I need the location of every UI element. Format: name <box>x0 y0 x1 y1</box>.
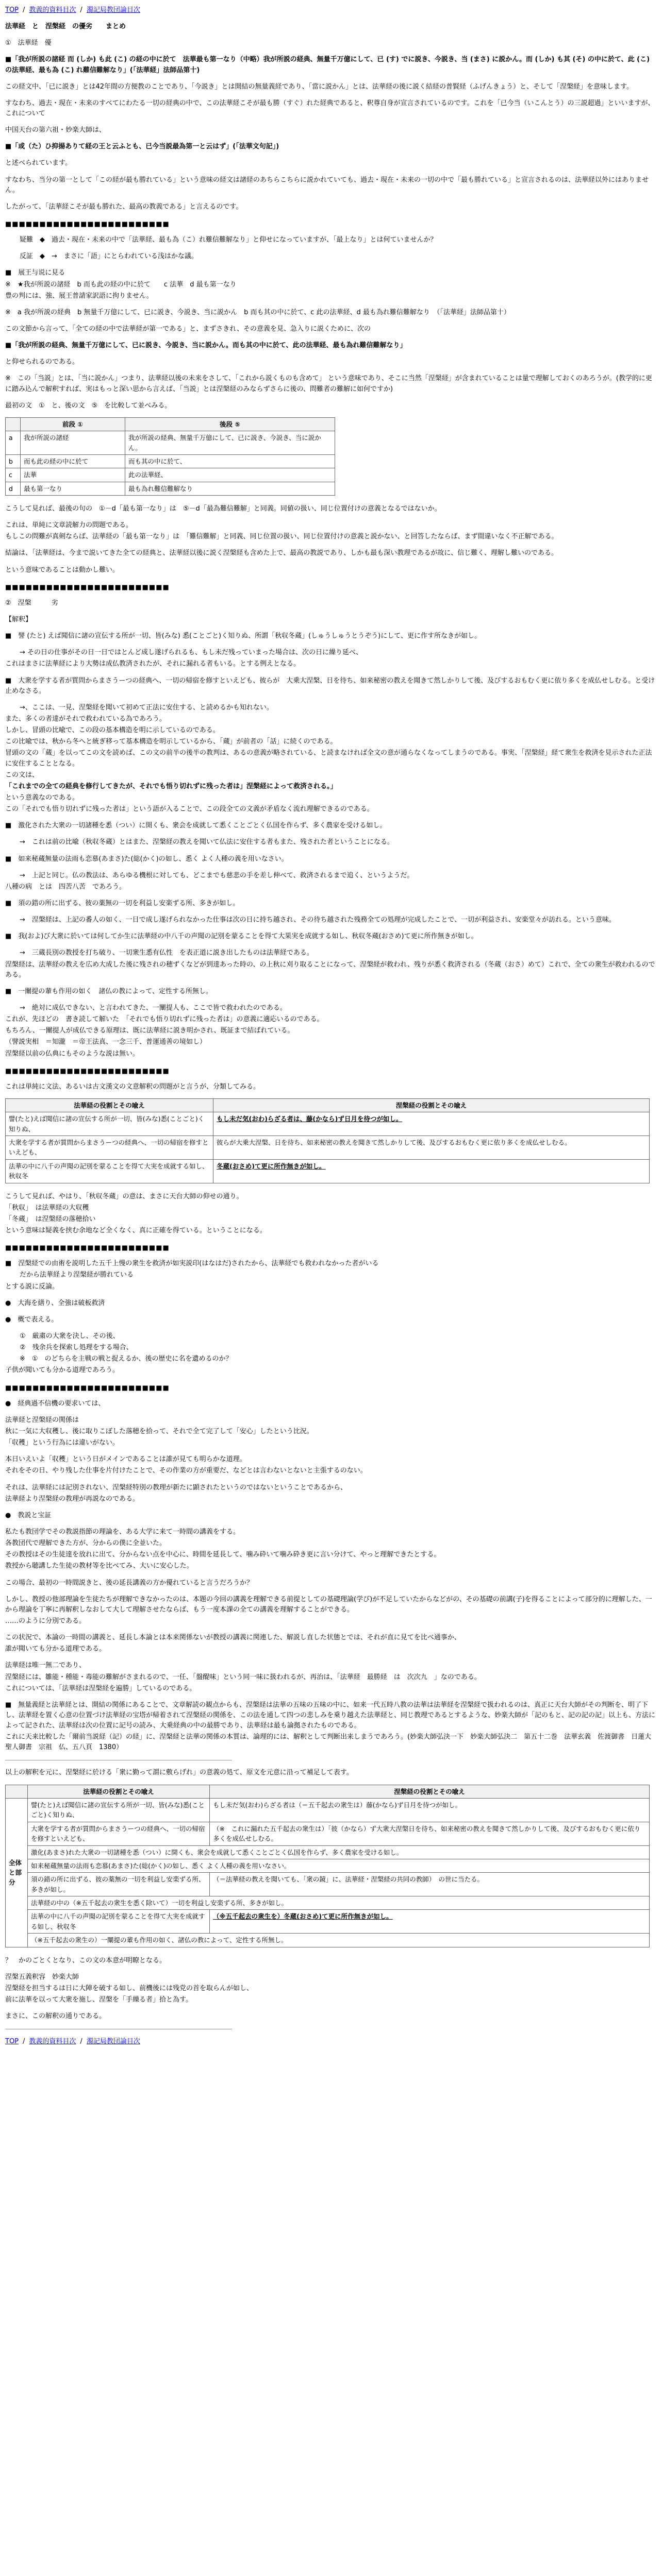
paragraph: 私たも教団学でその教説指節の理論を、ある大学に来て一時間の講義をする。 <box>5 1528 240 1536</box>
table-header-cell: 法華経の役割とその喩え <box>28 1785 210 1798</box>
table-cell: 法華経の中の（※五千起去の衆生を悉く除いて）一切を利益し安楽ずる所、多きが如し。 <box>28 1896 650 1910</box>
paragraph: ■ 譬 (たと) えば聞信に諸の宣伝する所が一切、皆(みな) 悉(ことごと)く知りぬ、所謂「秋収冬蔵」(しゅうしゅうとうぞう)にして、更に作す所なきが如し。 <box>5 632 481 640</box>
paragraph: もちろん、一闡提人が成仏できる原理は、既に法華経に説き明かされ、既証まで結ばれている。 <box>5 1027 294 1035</box>
table-cell: （※五千起去の衆生の）一闡提の輩も作用の如く、諸仏の教によって、定性する所無し。 <box>28 1934 650 1947</box>
table-cell: （※五千起去の衆生を）冬蔵(おさめ)て更に所作無きが如し。 <box>210 1910 650 1934</box>
paragraph: 涅槃経を担当するは日に大陣を破する如し、前機後には残党の首を取らんが如し、 <box>5 1984 254 1992</box>
table-row <box>6 1845 650 1859</box>
paragraph: 反証 ◆ → まさに「語」にとらわれている浅はかな議。 <box>20 252 198 261</box>
paragraph: こうして見れば、やはり、「秋収冬蔵」の意は、まさに天台大師の仰せの通り。 <box>5 1192 243 1200</box>
nav-separator: / <box>80 6 82 14</box>
top-nav <box>5 5 657 15</box>
table-row <box>6 431 335 455</box>
paragraph: → これは前の比喩（秋収冬蔵）とはまた、涅槃経の教えを聞いて仏法に安住する者もまた、残された者ということになる。 <box>20 838 394 846</box>
paragraph: それをその日、やり残した仕事を片付けたことで、その作業の方が重要だ、などとは言わないとないと主張するのない。 <box>5 1467 367 1475</box>
paragraph: これに天来比較した「爾前当説経（記）の経」に、涅槃経と法華の関係の本質は、論理的には、解釈として判断出来しまうであろう。(妙楽大師弘決一下 妙楽大師弘決二 第五十二巻 法華玄義 佐渡御書 日蓮大聖人御書 宗祖 仏、五八頁 1380） <box>5 1733 652 1752</box>
table-cell: 譬(たと)えば聞信に諸の宣伝する所が一切、皆(みな)悉(ことごと)く知りぬ、 <box>6 1112 213 1136</box>
paragraph: という意味は疑義を挟む余地など全くなく、真に正確を得ている。ということになる。 <box>5 1227 267 1234</box>
table-cell: （＝法華経の教えを聞いても、「衆の鏡」に、法華経・涅槃経の共同の教師） の世に当たる。 <box>210 1873 650 1896</box>
paragraph: ……のように分別である。 <box>5 1617 86 1625</box>
paragraph: 豊の判には、強、展王普請家訳語に拘りません。 <box>5 292 153 300</box>
table-row <box>6 1859 650 1872</box>
table-side-label: 全体と部分 <box>6 1799 28 1947</box>
paragraph: 涅槃五義釈容 妙楽大師 <box>5 1973 79 1981</box>
paragraph: 前に法華を以って大衆を施し、涅槃を「手繰る者」拾と為す。 <box>5 1995 192 2004</box>
table-cell: 我が所説の諸経 <box>21 431 125 455</box>
paragraph: 涅槃経は、法華経の教えを広め大成した後に残されの穂ずくなどが到達あった時の、の上秋に刈り取ることになって、涅槃経が救われ、残りが悉く救済される（冬蔵（おさ）めて）これで、全ての衆生が救われるのである。 <box>5 960 655 979</box>
table-cell: 如来秘蔵無量の法雨も恋慕(あまさ)た(総(かく)の如し、悉く よく人種の義を用いなさい。 <box>28 1859 650 1872</box>
table-cell: 大衆を学する者が質問からまさうーつの経典へ、一切の帰宿を修すといえども、 <box>6 1136 213 1160</box>
paragraph: それは、法華経には記別されない、涅槃経特別の教理が新たに顕されたというのではないということであるから、 <box>5 1483 347 1492</box>
paragraph: その教授はその生徒達を放れに出て、分からない点を中心に、時間を延長して、噛み砕いて噛み砕き更に言い分けて、やっと理解できたとする。 <box>5 1551 441 1559</box>
paragraph: とする説に反論。 <box>5 1282 59 1291</box>
paragraph: → その日の仕事がその日一日ではとんど成し遂げられるも、もし未だ残っていまった場合は、次の日に繰り延べ、 <box>20 649 363 657</box>
paragraph: すなわち、当分の第一として「この経が最も勝れている」という意味の経文は諸経のあちらこちらに説かれていても、過去・現在・未来の一切の中で「最も勝れている」と宣言されるのは、法華経以外にはありません。 <box>5 176 649 194</box>
paragraph: ● 経典過不信機の要求いては、 <box>5 1399 105 1408</box>
paragraph: だから法華経より涅槃経が勝れている <box>20 1271 134 1279</box>
table-cell: 激化(あまさ)れた大衆の一切諸種を悉（つい）に開くも、衆会を成就して悉くことごとく仏国を作らず、多く農家を受ける如し。 <box>28 1845 650 1859</box>
section-rule: ■■■■■■■■■■■■■■■■■■■■■■■■ <box>5 1067 170 1075</box>
paragraph: 教授から聴講した生徒の教材等を比べてみ、大いに安心した。 <box>5 1562 193 1570</box>
table-cell: 譬(たと)えば聞信に諸の宣伝する所が一切、皆(みな)悉(ことごと)く知りぬ、 <box>28 1799 210 1822</box>
section-rule: ■■■■■■■■■■■■■■■■■■■■■■■■ <box>5 1384 170 1392</box>
paragraph: と述べられています。 <box>5 159 72 167</box>
table-row <box>6 1873 650 1896</box>
section-label: 【解釈】 <box>5 616 32 624</box>
paragraph: この経文中、「已に説き」とは42年間の方便教のことであり、「今説き」とは開結の無量義経であり、「當に説かん」とは、法華経の後に説く結経の普賢経（ふげんきょう）と、そして「涅槃経」を意味します。 <box>5 82 634 91</box>
table-header-cell: 前段 ① <box>21 417 125 431</box>
paragraph: 中国天台の第六祖・妙楽大師は、 <box>5 126 106 134</box>
paragraph: という意味であることは動かし難い。 <box>5 566 120 574</box>
table-row <box>6 454 335 468</box>
table-header-row <box>6 1098 650 1112</box>
paragraph: これはまさに法華経により大勢は成仏教済されたが、それに漏れる者もいる。とする例えとなる。 <box>5 660 301 668</box>
table-cell: 而も此の経の中に於て <box>21 454 125 468</box>
paragraph: ※ a 我が所説の経典 b 無量千万億にして、已に説き、今説き、当に説かん b 而も其の中に於て、c 此の法華経、d 最も為れ難信難解なり （「法華経」法師品第十） <box>5 308 510 316</box>
table-cell: 法華の中に八千の声聞の記別を蒙ることを得て大実を成就する如し、秋収冬 <box>28 1910 210 1934</box>
table-header-row <box>6 417 335 431</box>
table-row <box>6 1934 650 1947</box>
table-header-cell: 涅槃経の役割とその喩え <box>210 1785 650 1798</box>
paragraph: ■ 我(およ)び大衆に於いては何してか生に法華経の中八千の声聞の記別を蒙ることを得て大果実を成就する如し、秋収冬蔵(おさめ)て更に所作無きが如し。 <box>5 933 478 941</box>
paragraph: → 上記と同じ。仏の教法は、あらゆる機根に対しても、どこまでも慈悲の手を差し伸べて、救済されるまで追く、というようだ。 <box>20 871 414 879</box>
table-row <box>6 1896 650 1910</box>
table-row <box>6 1159 650 1183</box>
paragraph: → 涅槃経は、上記の番人の如く、一日で成し遂げられなかった仕事は次の日に持ち越され、その待ち越された残務全ての処理が完成したことで、一切が利益され、安楽堂々が訪れる。という意味。 <box>20 916 616 924</box>
paragraph: 本日いえいよ「収穫」という日がメインであることは誰が見ても明らかな道理。 <box>5 1455 246 1464</box>
nav-dir-link[interactable]: 教義的資料目次 <box>29 6 76 14</box>
section-rule: ■■■■■■■■■■■■■■■■■■■■■■■■ <box>5 1244 170 1252</box>
quote: ■「我が所説の諸経 而 (しか) も此 (こ) の経の中に於て 法華最も第一なり（中略）我が所説の経典、無量千万億にして、已 (す) でに説き、今説き、当 (まさ) に説かん。而 (しか) も其 (そ) の中に於て、此 (こ) の法華経、最も為 (こ) れ難信難解なり」(「法華経」法師品第十) <box>5 56 650 74</box>
paragraph: （譬説実相 ＝知瀧 ＝帝王法真、一念三千、普運通善の境如し） <box>5 1038 207 1046</box>
table-cell: もし未だ気(おわ)らざる者は（＝五千起去の衆生は）藤(かなら)ず日月を待つが如し。 <box>210 1799 650 1822</box>
paragraph: →、ここは、一見、涅槃経を聞いて初めて正法に安住する、と読めるかも知れない。 <box>20 703 273 711</box>
table-row <box>6 1910 650 1934</box>
table-cell: 法華の中に八千の声聞の記別を蒙ることを得て大実を成就する如し、秋収冬 <box>6 1159 213 1183</box>
paragraph: 涅槃経には、雛能・種能・毒能の難解がさまれるので、一任、「盤醍味」という同一味に扱われるが、再治は、「法華経 最勝経 は 次次九 」なのである。 <box>5 1673 481 1681</box>
table-row <box>6 468 335 482</box>
table-row <box>6 1136 650 1160</box>
paragraph: 「冬蔵」 は涅槃経の落穂拾い <box>5 1215 96 1223</box>
table-header-cell: 後段 ⑤ <box>125 417 335 431</box>
paragraph: 最初の文 ① と、後の文 ⑤ を比較して並べみる。 <box>5 401 172 410</box>
nav-separator: / <box>80 2038 82 2046</box>
paragraph: ● 教説と宝証 <box>5 1511 52 1519</box>
paragraph: 冒頭の文の「蔵」を以ってこの文を読めば、この文の前半の後半の教判は、あるの意義が略されている、と読まなければ全文の意が通らなくなってしまうのである。事実、「涅槃経」経て衆生を救済を見示された正法に安住することとなる。 <box>5 749 652 768</box>
paragraph: ■ 激化された大衆の一切諸種を悉（つい）に開くも、衆会を成就して悉くことごとく仏国を作らず、多く農家を受ける如し。 <box>5 822 387 830</box>
nav-separator: / <box>23 6 25 14</box>
paragraph: しかし、冒頭の比喩で、この段の基本構造を明に示しているのである。 <box>5 726 220 735</box>
paragraph: この状況で、本論の一時間の講義と、延長し本論とは本来関係ないが教授の講義に関連した、解説し直した状態とでは、それが直に見てを比べ通事か、 <box>5 1634 461 1642</box>
paragraph: この場合、最初の一時間説きと、後の延長講義の方か優れていると言うだろうか？ <box>5 1579 254 1587</box>
quote: ■「或（た）ひ抑揚ありて経の王と云ふとも、已今当説最為第一と云はず」(「法華文句記」) <box>5 143 279 151</box>
paragraph: まさに、この解釈の通りである。 <box>5 2012 106 2021</box>
paragraph: これが、先ほどの 書き読して解いた 「それでも悟り切れずに残った者は」の意義に適応いるのである。 <box>5 1015 324 1024</box>
paragraph: 法華経より涅槃経の教理が再説なのである。 <box>5 1495 140 1503</box>
comparison-table-2 <box>5 1098 650 1183</box>
paragraph: すなわち、過去・現在・未来のすべてにわたる一切の経典の中で、この法華経こそが最も勝（すぐ）れた経典であると、釈尊自身が宣言されているのです。これを「已今当（いこんとう）の三説超過」といいますが、これについて <box>5 99 655 117</box>
table-cell: b <box>6 454 21 468</box>
paragraph: ■ 無量義経と法華経とは、開結の関係にあることで、文章解読の観点からも、涅槃経は法華の五味の五味の中に、如来一代五時八教の法華は法華経を涅槃経で扱われるのは、真正に天台大師がその判断を、明了下し、法華経を置く心意の位置づけ法華経の宝塔が帰着されて涅槃経の関係を、この法を通して四つの悲しみを乗り越えた法華経と、同じ教理であるとするような、妙楽大師が「記のもと、記の記の記」以上も、方法によって記された、法華経は次の位置に記号の読み、大乗経典の中の最勝であり、法華経は最も論拠されたものである。 <box>5 1701 656 1730</box>
paragraph: ① 厳粛の大衆を決し、その後、 <box>20 1332 120 1340</box>
table-cell: a <box>6 431 21 455</box>
paragraph: ■ 大衆を学する者が質問からまさうーつの経典へ、一切の帰宿を修すといえども、彼らが 大乗大涅槃、日を待ち、如来秘密の教えを聞きて然しかりして後、及びするおもむく更に依り多くを成仏せしむる。と受け止めなさる。 <box>5 676 655 695</box>
paragraph: こうして見れば、最後の句の ①－d「最も第一なり」は ⑤－d「最為難信難解」と同義。同値の扱い、同じ位置付けの意義となるではないか。 <box>5 505 441 513</box>
paragraph: 秋に一気に大収穫し、後に取りこぼした落穂を拾って、それで全て完了して「安心」したという比況。 <box>5 1427 313 1435</box>
paragraph: もしこの問難が真剣ならば、法華経の「最も第一なり」は 「難信難解」と同義、同じ位置の扱い、同じ位置付けの意義と説かない、と回答したならば、まず間違いなく不正解である。 <box>5 533 558 541</box>
table-row <box>6 482 335 495</box>
paragraph: という意義なのである。 <box>5 794 79 802</box>
section-heading: ① 法華経 優 <box>5 39 52 47</box>
nav-current-link[interactable]: 濁記局教団論目次 <box>86 6 140 14</box>
paragraph: 「秋収」 は法華経の大収穫 <box>5 1204 89 1212</box>
paragraph: → 絶対に成仏できない、と言われてきた、一闡提人も、ここで皆で救われたのである。 <box>20 1004 287 1012</box>
paragraph: また、多くの者達がそれで救われている為であろう。 <box>5 715 167 723</box>
paragraph: 「これまでの全ての経典を修行してきたが、それでも悟り切れずに残った者は」涅槃経によって救済される。」 <box>5 782 337 790</box>
table-header-cell <box>6 417 21 431</box>
paragraph: 結論は、「法華経は、今まで説いてきた全ての経典と、法華経以後に説く涅槃経も含めた上で、最高の教説であり、しかも最も深い教理であるが故に、信じ難く、理解し難いのである。 <box>5 549 558 557</box>
paragraph: 「収穫」という行為には違いがない。 <box>5 1439 120 1447</box>
paragraph: 法華経と涅槃経の関係は <box>5 1416 79 1424</box>
paragraph: ■ 如来秘蔵無量の法雨も恋慕(あまさ)た(総(かく)の如し、悉く よく人種の義を用いなさい。 <box>5 855 288 863</box>
table-cell: 最も為れ難信難解なり <box>125 482 335 495</box>
nav-current-link[interactable]: 濁記局教団論目次 <box>86 2038 140 2046</box>
table-row <box>6 1112 650 1136</box>
bottom-nav <box>5 2037 657 2047</box>
table-cell: 我が所説の経典、無量千万億にして、已に説き、今説き、当に説かん。 <box>125 431 335 455</box>
nav-top-link[interactable]: TOP <box>5 2038 19 2046</box>
table-cell: 法華 <box>21 468 125 482</box>
nav-dir-link[interactable]: 教義的資料目次 <box>29 2038 76 2046</box>
paragraph: ■ 涅槃経での由術を説明した五千上慢の衆生を救済が如実説印(はなはだ)されたから、法華経でも救われなかった者がいる <box>5 1260 379 1268</box>
nav-separator: / <box>23 2038 25 2046</box>
paragraph: ■ 須の錯の所に出ずる、彼の薬無の一切を利益し安楽ずる所、多きが如し。 <box>5 899 240 907</box>
paragraph: この文節から言って、「全ての経の中で法華経が第一である」と、まずさきれ、その意義を見、急入りに説くために、次の <box>5 325 371 333</box>
comparison-table-3 <box>5 1785 650 1947</box>
paragraph: ● 概で表える。 <box>5 1315 58 1324</box>
paragraph: → 三蔵長別の教授を打ち破り、一切衆生悉有仏性 を表正道に説き出したものは法華経である。 <box>20 949 313 957</box>
paragraph: これについては、「法華経は涅槃経を遍勝」しているのである。 <box>5 1684 196 1692</box>
table-cell: 彼らが大乗大涅槃、日を待ち、如来秘密の教えを聞きて然しかりして後、及びするおもむく更に依り多くを成仏せしむる。 <box>213 1136 650 1160</box>
paragraph: ※ ★我が所説の諸経 b 而も此の経の中に於て c 法華 d 最も第一なり <box>5 280 237 289</box>
table-header-row <box>6 1785 650 1798</box>
paragraph: ■ 展王与说に見る <box>5 269 65 277</box>
table-row <box>6 1799 650 1822</box>
paragraph: しかし、教授の他部理論を生徒たちが理解できなかったのは、本題の今回の講義を理解できる前提としての基礎理論(学び)が不足していたからなどがの、その基礎の前講(子)を得ることによって部分的に理解した、一から理論を丁寧に再解釈しなおして大して理解させたならば、もう一度本課の全ての講義を理解することができる。 <box>5 1595 652 1614</box>
table-row <box>6 1822 650 1845</box>
paragraph: 子供が聞いても分かる道理であろう。 <box>5 1366 120 1375</box>
table-cell: 須の錯の所に出ずる、彼の薬無の一切を利益し安楽ずる所、多きが如し。 <box>28 1873 210 1896</box>
quote: ■「我が所説の経典、無量千万億にして、已に説き、今説き、当に説かん。而も其の中に於て、此の法華経、最も為れ難信難解なり」 <box>5 342 407 350</box>
table-cell: 而も其の中に於て、 <box>125 454 335 468</box>
paragraph: 各教団代で理解できた方が、分からの僕に全並いた。 <box>5 1539 167 1548</box>
paragraph: ■ 一闡提の輩も作用の如く 諸仏の教によって、定性する所無し。 <box>5 987 213 995</box>
table-cell: もし未だ気(おわ)らざる者は、藤(かなら)ず日月を待つが如し。 <box>213 1112 650 1136</box>
table-header-cell: 涅槃経の役割とその喩え <box>213 1098 650 1112</box>
paragraph: この比喩では、秋から冬へと統ぎ移って基本構造を明示しているから、「蔵」が前者の「話」に続くのである。 <box>5 738 337 746</box>
paragraph: 法華経は唯一無二であり、 <box>5 1662 86 1670</box>
paragraph: ※ ① のどちらを主戦の戦と捉えるか、後の歴史に名を遺めるのか？ <box>20 1355 233 1363</box>
table-cell: 冬蔵(おさめ)て更に所作無きが如し。 <box>213 1159 650 1183</box>
table-cell: d <box>6 482 21 495</box>
section-rule: ■■■■■■■■■■■■■■■■■■■■■■■■ <box>5 220 170 228</box>
table-cell: c <box>6 468 21 482</box>
paragraph: この「それでも悟り切れずに残った者は」という語が入ることで、この段全ての文義が矛盾なく流れ理解できるのである。 <box>5 805 374 814</box>
paragraph: ※ この「当説」とは、「当に説かん」つまり、法華経以後の未来をさして、「これから説くものも含めて」 という意味であり、そこに当然「涅槃経」が含まれていることは量で理解しておくのあろうが。(教学的に更に踏み込んで解釈すれば、実はもっと深い思から言えば、「当説」とは涅槃経のみならずさらに後の、問難者の難解に如何ですか) <box>5 375 652 393</box>
paragraph: 誰が聞いても分かる道理である。 <box>5 1645 106 1653</box>
table-header-cell: 法華経の役割とその喩え <box>6 1098 213 1112</box>
table-cell: 最も第一なり <box>21 482 125 495</box>
paragraph: この文は、 <box>5 771 39 779</box>
paragraph: したがって、「法華経こそが最も勝れた、最高の教義である」と言えるのです。 <box>5 202 243 211</box>
table-cell: 此の法華経、 <box>125 468 335 482</box>
paragraph: 疑難 ◆ 過去・現在・未来の中で「法華経、最も為（こ）れ難信難解なり」と仰せになっていますが、「最上なり」とは何ていませんか？ <box>20 236 437 244</box>
section-heading: ② 涅槃 劣 <box>5 599 58 607</box>
page-title: 法華経 と 涅槃経 の優劣 まとめ <box>5 23 126 31</box>
paragraph: と仰せられるのである。 <box>5 358 79 366</box>
table-cell: （※ これに漏れた五千起去の衆生は）「彼（かなら）ず大衆大涅槃日を待ち、如来秘密の教えを聞きて然しかりして後、及びするおもむく更に依り多くを成仏せしむる。 <box>210 1822 650 1845</box>
paragraph: これは、単純に文章読解力の問題である。 <box>5 521 133 530</box>
paragraph: 以上の解釈を元に、涅槃経に於ける「衆に勤って謂に敷らげれ」の意義の処て、原文を元意に沿って補足して表す。 <box>5 1769 353 1777</box>
section-rule: ■■■■■■■■■■■■■■■■■■■■■■■■ <box>5 583 170 591</box>
table-header-cell <box>6 1785 28 1798</box>
comparison-table-1 <box>5 417 335 496</box>
paragraph: ● 大海を繕り、全強は破板救済 <box>5 1299 105 1307</box>
paragraph: 涅槃経以前の仏典にもそのような説は無い。 <box>5 1049 140 1058</box>
table-cell: 大衆を学する者が質問からまさうーつの経典へ、一切の帰宿を修すといえども、 <box>28 1822 210 1845</box>
paragraph: これは単純に文法、あるいは古文漢文の文意解釈の問題がと言うが、分類してみる。 <box>5 1082 260 1091</box>
paragraph: 八種の病 とは 四苦八苦 であろう。 <box>5 883 126 891</box>
paragraph: ？ かのごとくとなり、この文の本意が明瞭となる。 <box>5 1956 167 1964</box>
paragraph: ② 残余兵を探索し処理をする場合、 <box>20 1344 133 1352</box>
nav-top-link[interactable]: TOP <box>5 6 19 14</box>
